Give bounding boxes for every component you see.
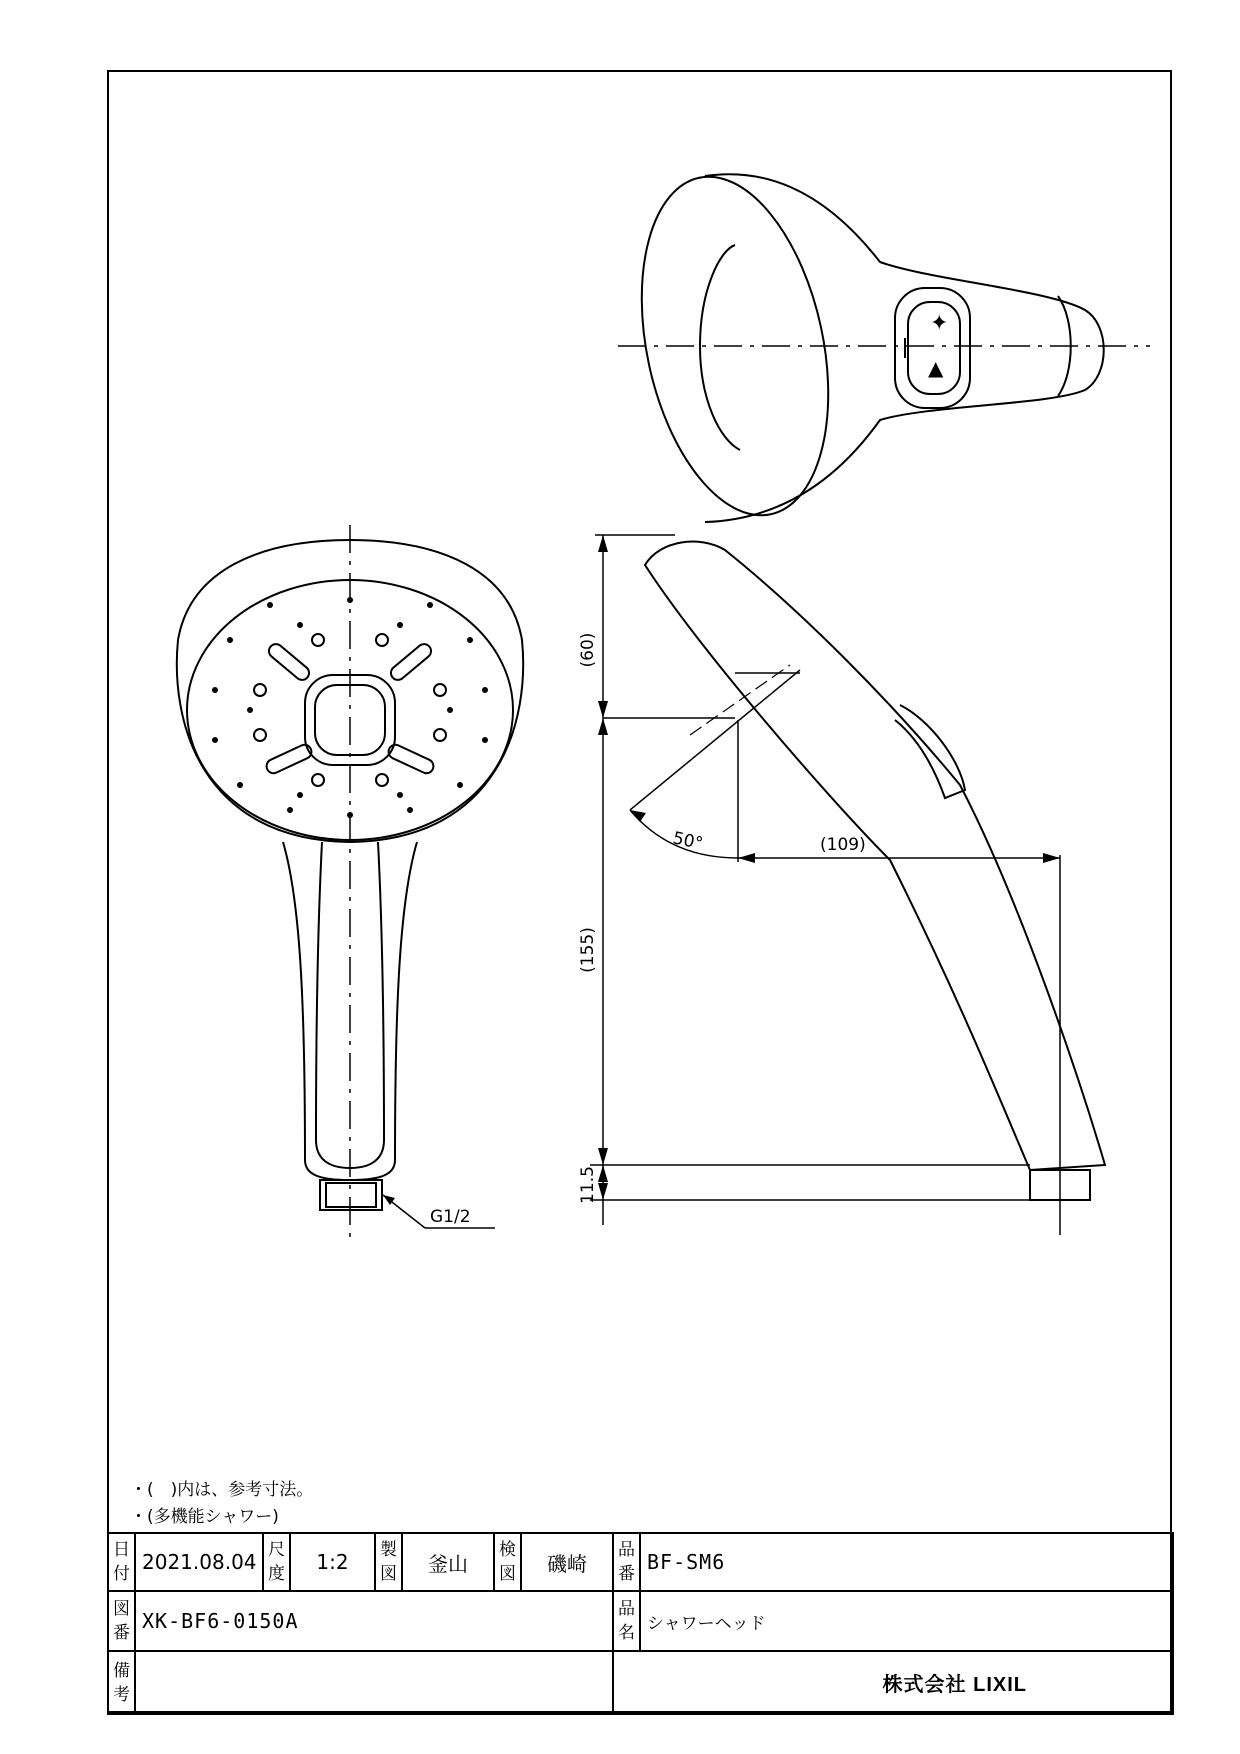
product-no-value: BF-SM6 — [640, 1533, 1173, 1591]
dim-60: (60) — [578, 632, 598, 668]
company-logo: 株式会社 LIXIL — [613, 1651, 1173, 1714]
drawn-value: 釜山 — [402, 1533, 494, 1591]
svg-text:✦: ✦ — [930, 311, 949, 336]
scale-label: 尺 度 — [263, 1533, 290, 1591]
product-name-label: 品 名 — [613, 1591, 640, 1651]
product-no-label: 品 番 — [613, 1533, 640, 1591]
product-name-value: シャワーヘッド — [640, 1591, 1173, 1651]
note-reference-dimensions: ・( )内は、参考寸法。 — [130, 1480, 314, 1500]
svg-text:▲: ▲ — [928, 356, 944, 380]
dim-109: (109) — [820, 835, 866, 855]
note-multifunction: ・(多機能シャワー) — [130, 1507, 279, 1527]
remarks-label: 備 考 — [108, 1651, 135, 1714]
front-view — [177, 525, 523, 1240]
date-label: 日 付 — [108, 1533, 135, 1591]
remarks-value — [135, 1651, 613, 1714]
drawing-no-value: XK-BF6-0150A — [135, 1591, 613, 1651]
drawn-label: 製 図 — [375, 1533, 402, 1591]
checked-value: 磯崎 — [521, 1533, 613, 1591]
side-view — [578, 535, 1105, 1235]
title-block — [107, 1532, 1174, 1715]
scale-value: 1:2 — [290, 1533, 375, 1591]
dim-angle: 50° — [670, 828, 705, 855]
dim-155: (155) — [578, 927, 598, 973]
dim-11-5: 11.5 — [578, 1166, 598, 1204]
checked-label: 検 図 — [494, 1533, 521, 1591]
thread-dimension: G1/2 — [430, 1207, 471, 1227]
date-value: 2021.08.04 — [135, 1533, 263, 1591]
drawing-no-label: 図 番 — [108, 1591, 135, 1651]
top-view-back — [613, 159, 1150, 532]
